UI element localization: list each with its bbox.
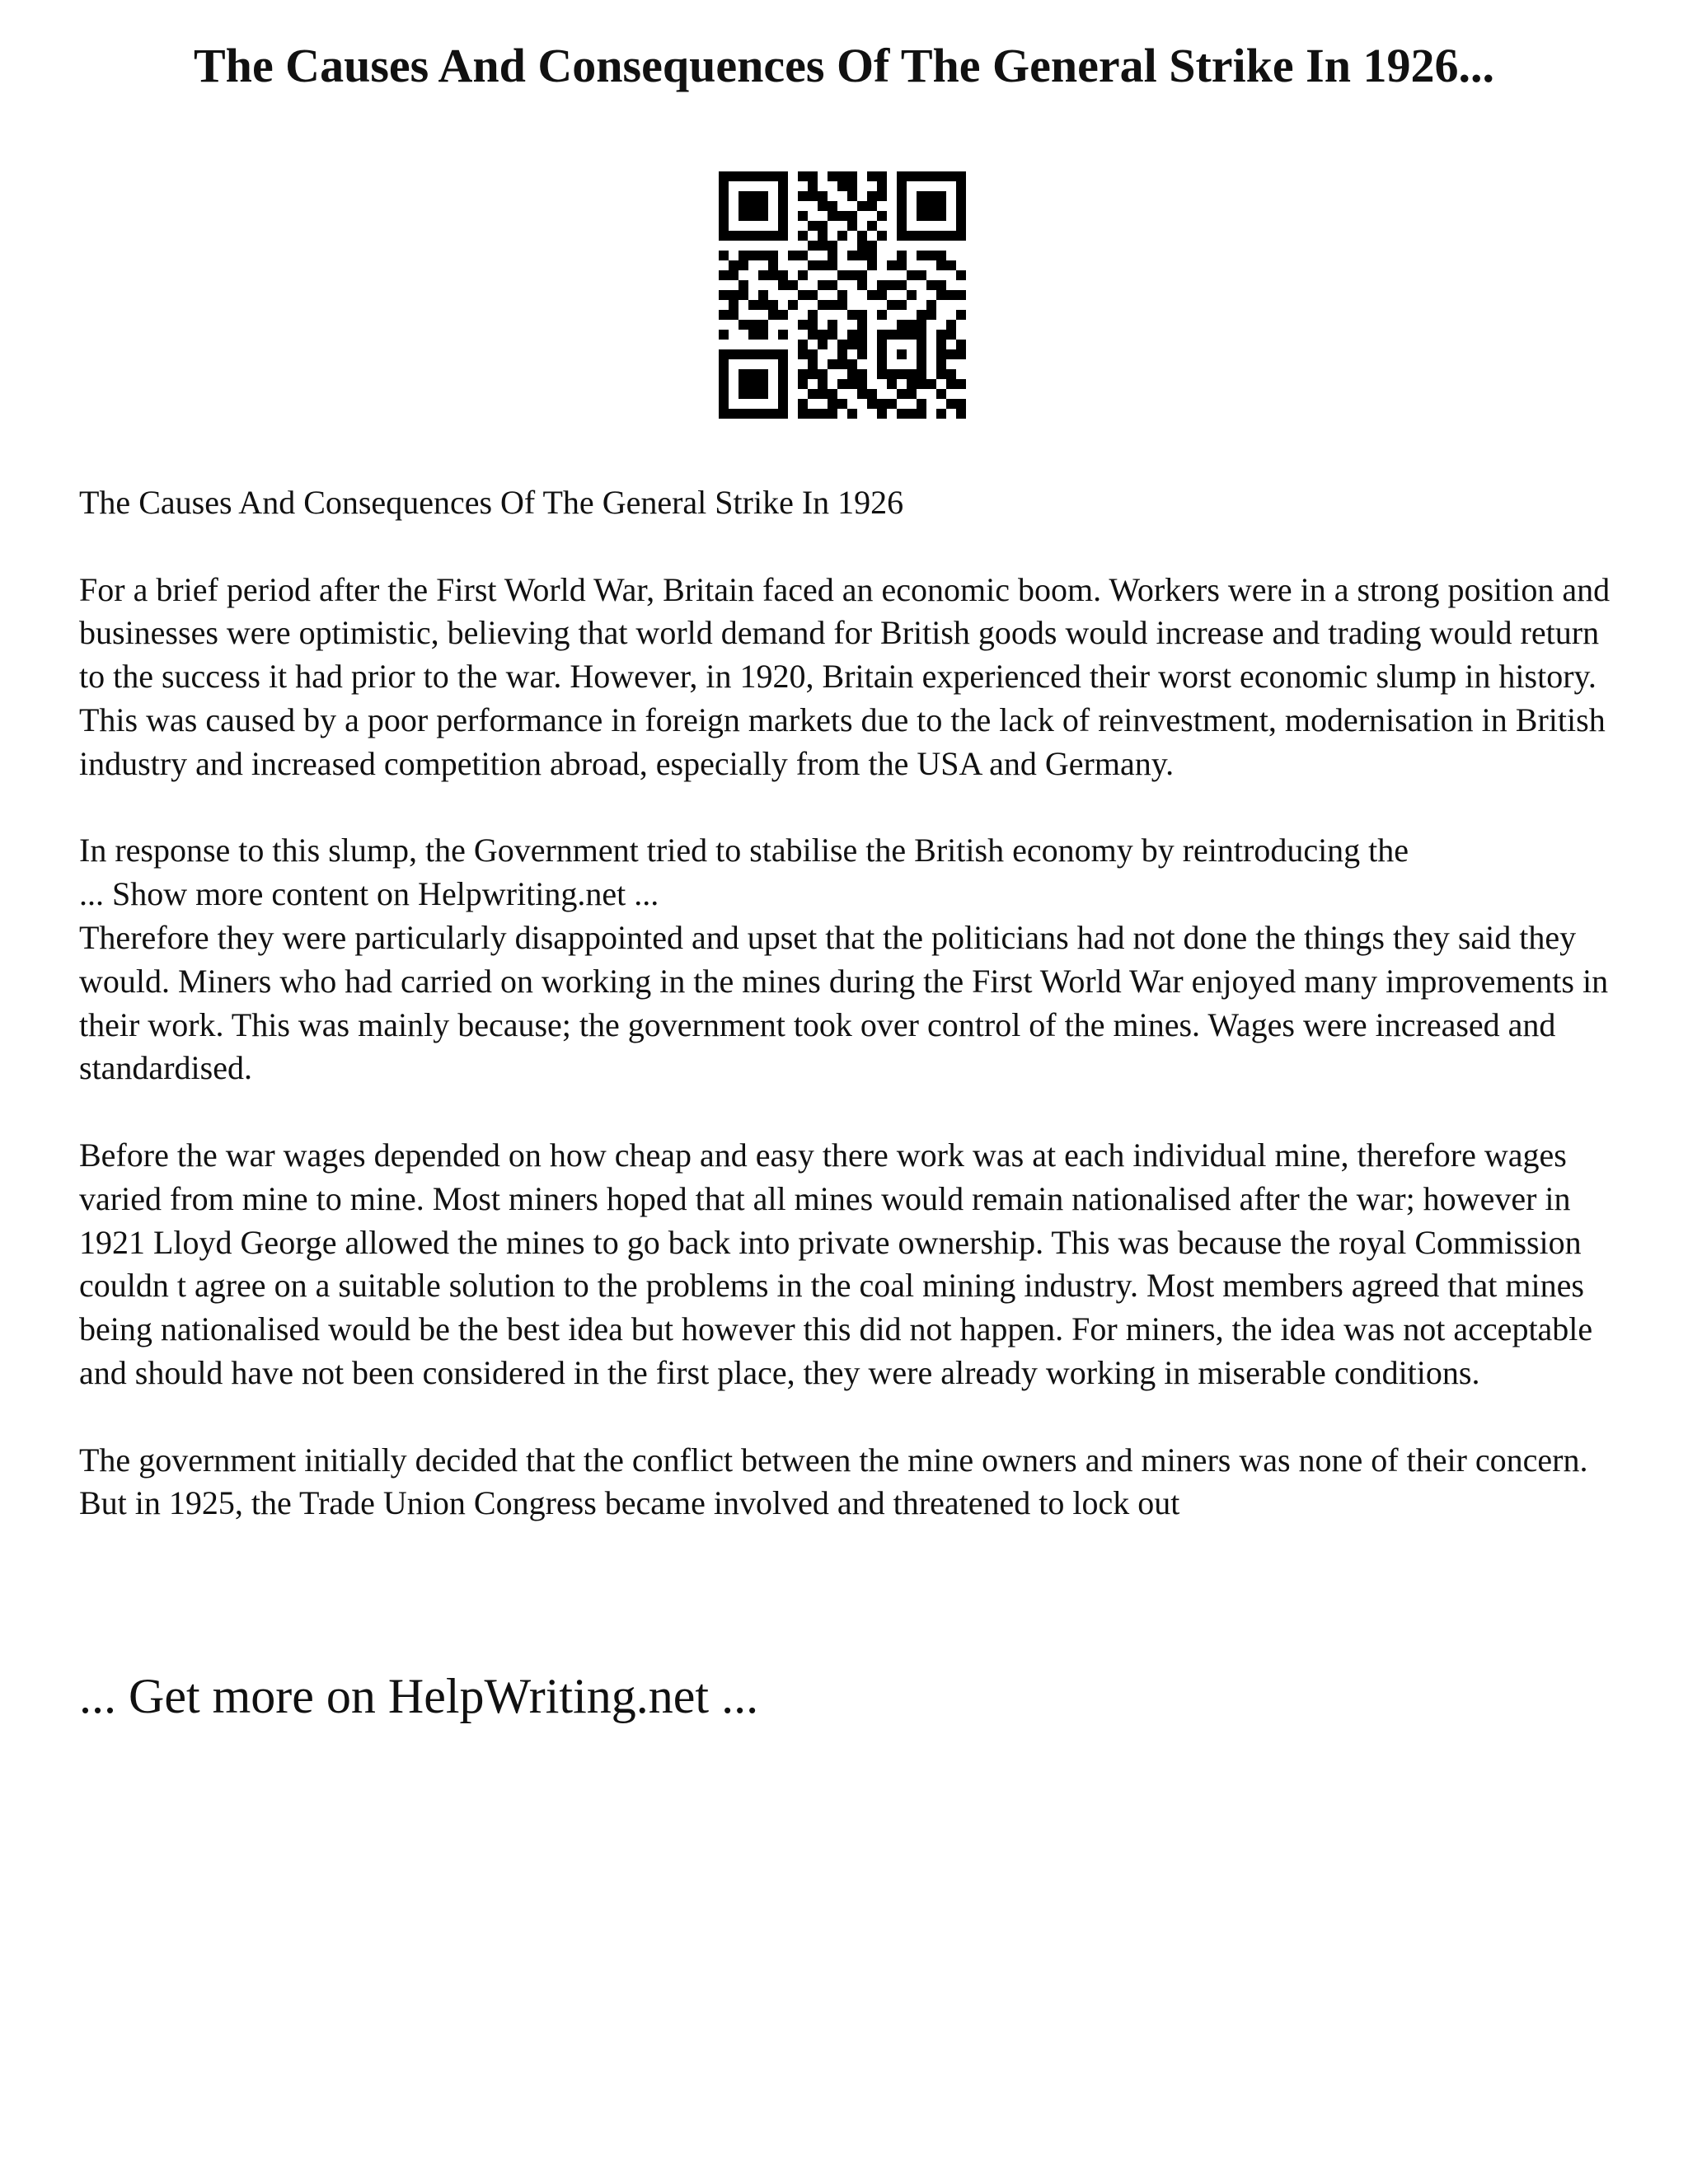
document-title: The Causes And Consequences Of The General Strike In 1926... (194, 39, 1494, 92)
paragraph: For a brief period after the First World War, Britain faced an economic boom. Workers were in a strong position and businesses were optimistic, believing that world demand for British goods would increase and trading would return to the success it had prior to the war. However, in 1920, Britain experienced their worst economic slump in history. This was caused by a poor performance in foreign markets due to the lack of reinvestment, modernisation in British industry and increased competition abroad, especially from the USA and Germany. (79, 570, 1611, 782)
show-more-link[interactable]: ... Show more content on Helpwriting.net ... (79, 875, 659, 913)
paragraph: In response to this slump, the Government tried to stabilise the British economy by reintroducing the (79, 832, 1409, 869)
paragraph: Before the war wages depended on how cheap and easy there work was at each individual mine, therefore wages varied from mine to mine. Most miners hoped that all mines would remain nationalised after the war; however in 1921 Lloyd George allowed the mines to go back into private ownership. This was because the royal Commission couldn t agree on a suitable solution to the problems in the coal mining industry. Most members agreed that mines being nationalised would be the best idea but however this did not happen. For miners, the idea was not acceptable and should have not been considered in the first place, they were already working in miserable conditions. (79, 1136, 1593, 1391)
paragraph: The government initially decided that the conflict between the mine owners and miners was none of their concern. But in 1925, the Trade Union Congress became involved and threatened to lock out (79, 1441, 1588, 1522)
get-more-link[interactable]: ... Get more on HelpWriting.net ... (79, 1669, 759, 1723)
document-body (79, 481, 1620, 1526)
paragraph: Therefore they were particularly disappointed and upset that the politicians had not done the things they said they would. Miners who had carried on working in the mines during the First World War enjoyed many improvements in their work. This was mainly because; the government took over control of the mines. Wages were increased and standardised. (79, 918, 1609, 1087)
document-subtitle: The Causes And Consequences Of The General Strike In 1926 (79, 484, 904, 521)
qr-code-icon[interactable] (719, 171, 966, 419)
